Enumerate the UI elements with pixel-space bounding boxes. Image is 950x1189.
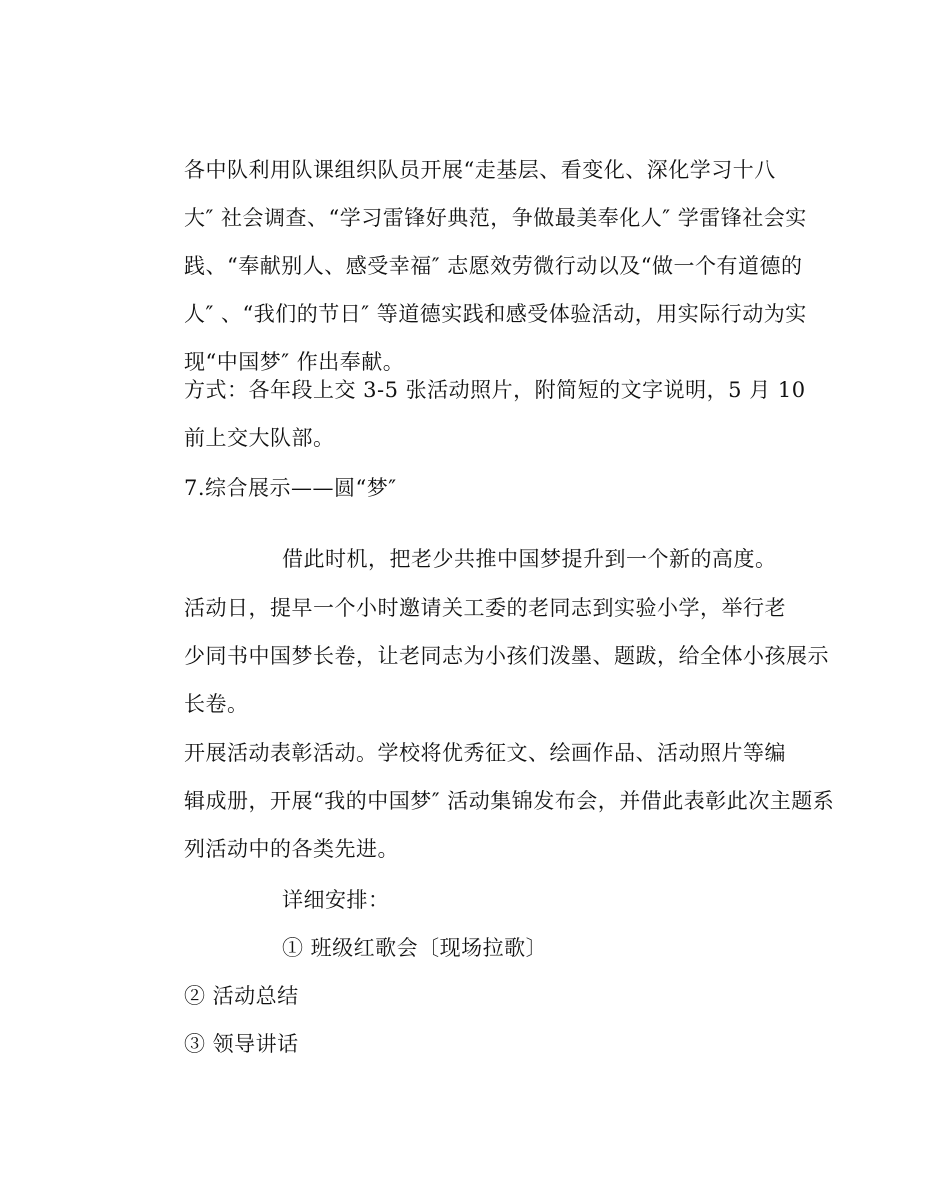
text-line: 大″ 社会调查、“学习雷锋好典范，争做最美奉化人″ 学雷锋社会实 [184,206,807,230]
text-line: 详细安排： [282,888,390,912]
text-line: ③ 领导讲话 [184,1032,299,1056]
text-line: ① 班级红歌会〔现场拉歌〕 [282,936,548,960]
paragraph-commendation [138,729,835,873]
section-heading [138,464,818,512]
text-line: 现“中国梦″ 作出奉献。 [184,350,405,374]
text-line: ② 活动总结 [184,984,299,1008]
heading-text: 7.综合展示——圆“梦″ [184,476,397,500]
text-line: 少同书中国梦长卷，让老同志为小孩们泼墨、题跋，给全体小孩展示 [184,644,829,668]
paragraph-opportunity [282,535,950,583]
text-line: 各中队利用队课组织队员开展“走基层、看变化、深化学习十八 [184,158,776,182]
schedule-item-1 [282,924,950,972]
paragraph-social-survey [138,146,818,386]
schedule-item-2 [184,972,864,1020]
paragraph-activity-day [138,584,829,728]
text-line: 践、“奉献别人、感受幸福″ 志愿效劳微行动以及“做一个有道德的 [184,254,803,278]
text-line: 方式：各年段上交 3-5 张活动照片，附简短的文字说明，5 月 10 [184,378,806,402]
text-line: 开展活动表彰活动。学校将优秀征文、绘画作品、活动照片等编 [184,741,786,765]
text-line: 长卷。 [184,692,249,716]
text-line: 借此时机，把老少共推中国梦提升到一个新的高度。 [282,547,777,571]
text-line: 活动日，提早一个小时邀请关工委的老同志到实验小学，举行老 [184,596,786,620]
paragraph-submission-method [138,366,818,462]
text-line: 辑成册，开展“我的中国梦″ 活动集锦发布会，并借此表彰此次主题系 [184,789,835,813]
schedule-label [282,876,950,924]
schedule-item-3 [184,1020,864,1068]
text-line: 列活动中的各类先进。 [184,837,399,861]
text-line: 人″ 、“我们的节日″ 等道德实践和感受体验活动，用实际行动为实 [184,302,807,326]
text-line: 前上交大队部。 [184,426,335,450]
